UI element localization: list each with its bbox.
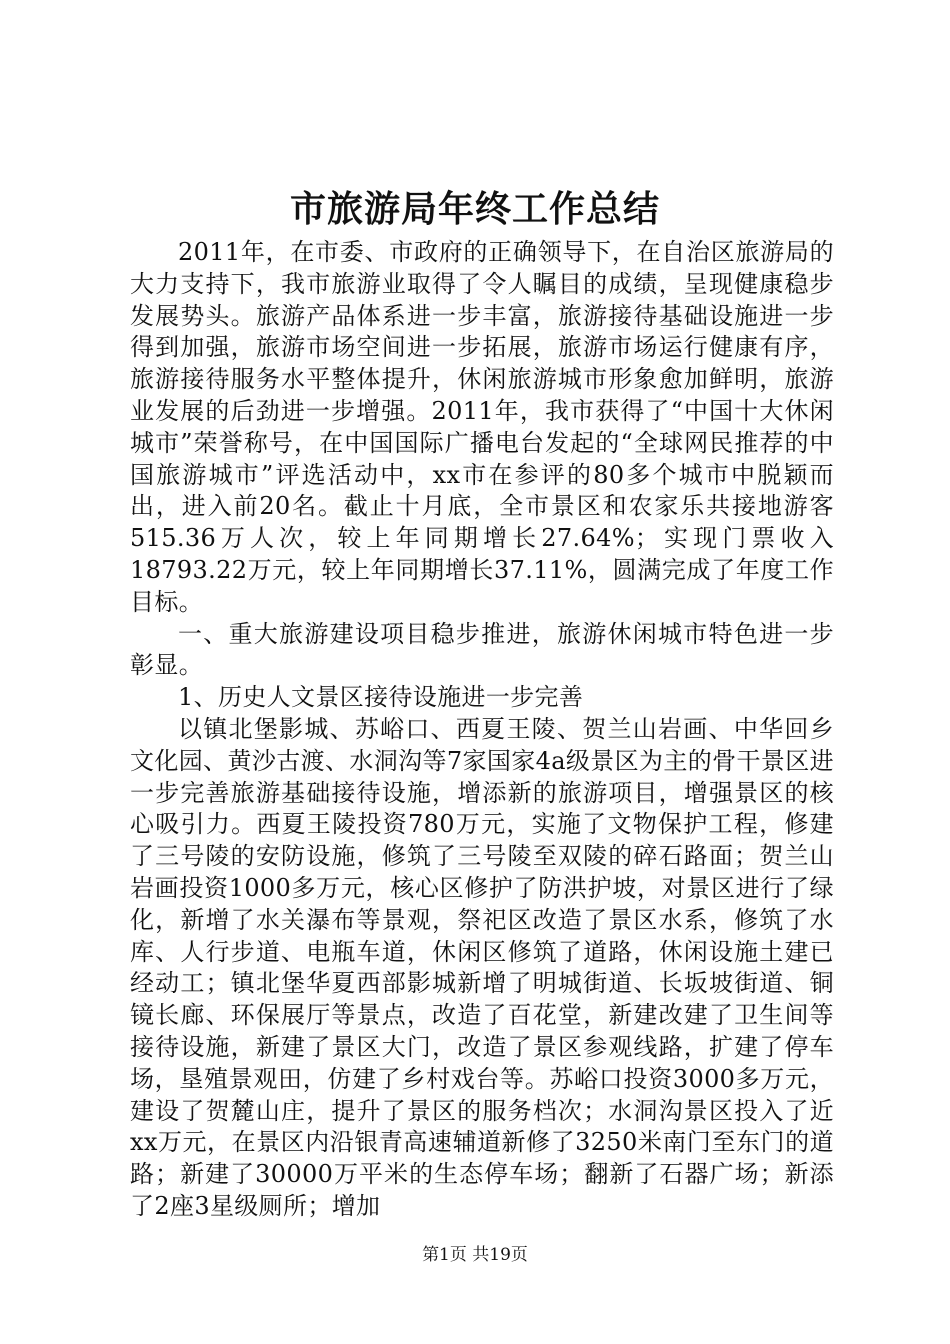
document-title: 市旅游局年终工作总结 (289, 188, 660, 230)
paragraph-intro: 2011年，在市委、市政府的正确领导下，在自治区旅游局的大力支持下，我市旅游业取得了令人瞩目的成绩，呈现健康稳步发展势头。旅游产品体系进一步丰富，旅游接待基础设施进一步得到加强，旅游市场空间进一步拓展，旅游市场运行健康有序，旅游接待服务水平整体提升，休闲旅游城市形象愈加鲜明，旅游业发展的后劲进一步增强。2011年，我市获得了“中国十大休闲城市”荣誉称号，在中国国际广播电台发起的“全球网民推荐的中国旅游城市”评选活动中，xx市在参评的80多个城市中脱颖而出，进入前20名。截止十月底，全市景区和农家乐共接地游客515.36万人次，较上年同期增长27.64%；实现门票收入18793.22万元，较上年同期增长37.11%，圆满完成了年度工作目标。 (130, 238, 834, 616)
page-number-footer: 第1页 共19页 (422, 1245, 528, 1265)
paragraph-section-heading: 一、重大旅游建设项目稳步推进，旅游休闲城市特色进一步彰显。 (130, 619, 834, 680)
document-body (130, 237, 834, 1223)
paragraph-subsection-heading: 1、历史人文景区接待设施进一步完善 (178, 683, 584, 712)
paragraph-scenic-areas: 以镇北堡影城、苏峪口、西夏王陵、贺兰山岩画、中华回乡文化园、黄沙古渡、水洞沟等7家国家4a级景区为主的骨干景区进一步完善旅游基础接待设施，增添新的旅游项目，增强景区的核心吸引力。西夏王陵投资780万元，实施了文物保护工程，修建了三号陵的安防设施，修筑了三号陵至双陵的碎石路面；贺兰山岩画投资1000多万元，核心区修护了防洪护坡，对景区进行了绿化，新增了水关瀑布等景观，祭祀区改造了景区水系，修筑了水库、人行步道、电瓶车道，休闲区修筑了道路，休闲设施土建已经动工；镇北堡华夏西部影城新增了明城街道、长坂坡街道、铜镜长廊、环保展厅等景点，改造了百花堂，新建改建了卫生间等接待设施，新建了景区大门，改造了景区参观线路，扩建了停车场，垦殖景观田，仿建了乡村戏台等。苏峪口投资3000多万元，建设了贺麓山庄，提升了景区的服务档次；水洞沟景区投入了近xx万元，在景区内沿银青高速辅道新修了3250米南门至东门的道路；新建了30000万平米的生态停车场；翻新了石器广场；新添了2座3星级厕所；增加 (130, 714, 834, 1220)
